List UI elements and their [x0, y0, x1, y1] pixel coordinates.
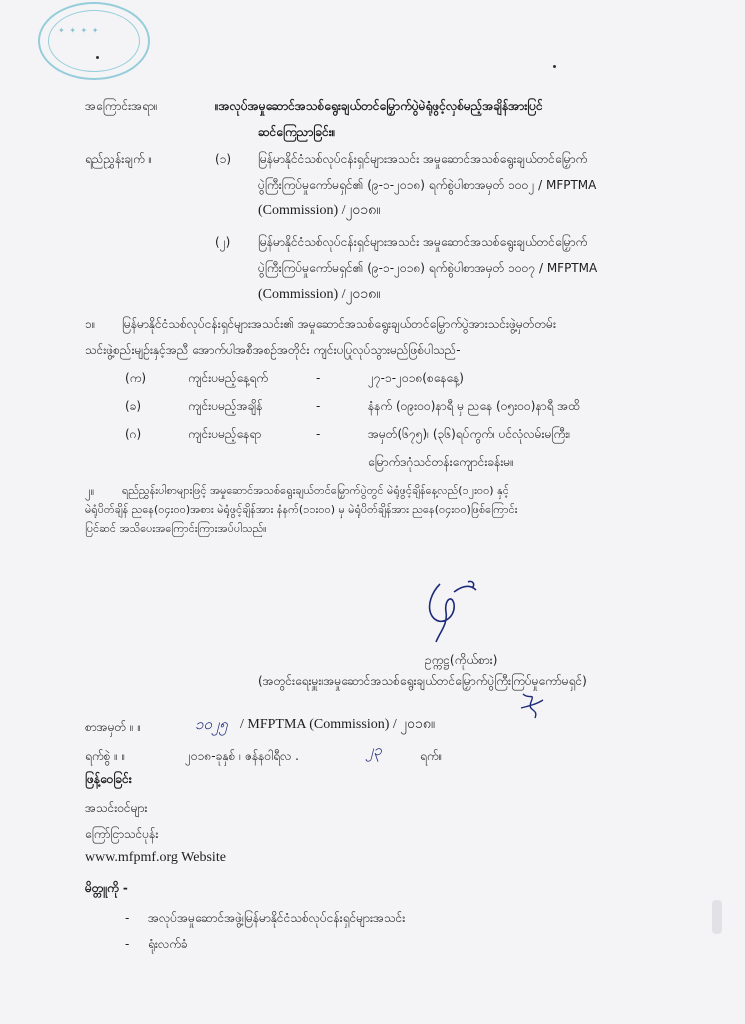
para-1-number: ၁။ — [85, 317, 96, 331]
handwritten-signature — [410, 572, 490, 652]
date-suffix: ရက်။ — [420, 749, 443, 763]
distribution-item: ကြော်ငြာသင်ပုန်း — [85, 827, 159, 841]
para-2-number: ၂။ — [85, 484, 95, 498]
letter-number-rest: / MFPTMA (Commission) / ၂၀၁၈။ — [240, 717, 436, 732]
schedule-row-time-label: ကျင်းပမည့်အချိန် — [188, 399, 263, 413]
schedule-row-date-value: ၂၇-၁-၂၀၁၈(စနေနေ့) — [368, 371, 464, 385]
subject-label: အကြောင်းအရာ။ — [85, 99, 158, 113]
signatory-title: (အတွင်းရေးမှူး၊အမှုဆောင်အသစ်ရွေးချယ်တင်မြှောက်ပွဲကြီးကြပ်မှုကော်မရှင်) — [258, 674, 587, 688]
schedule-row-venue-value-2: မြောက်ဒဂုံသင်တန်းကျောင်းခန်းမ။ — [368, 455, 514, 469]
distribution-item-website: www.mfpmf.org Website — [85, 850, 226, 865]
seal-text: ✦ ✦ ✦ ✦ — [58, 26, 100, 35]
cc-item-2-dash: - — [125, 937, 130, 951]
reference-item-2-line-3: (Commission) /၂၀၁၈။ — [258, 287, 381, 302]
schedule-row-date-label: ကျင်းပမည့်နေ့ရက် — [188, 371, 269, 385]
schedule-row-venue-value: အမှတ်(၆၇၅)၊ (၃၆)ရပ်ကွက်၊ ပင်လုံလမ်းမကြီး၊ — [368, 427, 571, 441]
schedule-row-venue-key: (ဂ) — [125, 427, 142, 441]
schedule-row-time-dash: - — [316, 399, 321, 413]
initials-signature — [515, 688, 549, 724]
staple-mark — [712, 900, 722, 934]
reference-item-2-line-1: မြန်မာနိုင်ငံသစ်လုပ်ငန်းရှင်များအသင်း အမှုဆောင်အသစ်ရွေးချယ်တင်မြှောက် — [258, 235, 588, 249]
schedule-row-date-key: (က) — [125, 371, 147, 385]
schedule-row-date-dash: - — [316, 371, 321, 385]
letter-number-label: စာအမှတ် ။ ။ — [85, 720, 142, 734]
cc-heading: မိတ္တူကို - — [85, 881, 128, 895]
reference-label: ရည်ညွှန်းချက် ။ — [85, 152, 153, 166]
cc-item-1-text: အလုပ်အမှုဆောင်အဖွဲ့၊မြန်မာနိုင်ငံသစ်လုပ်ငန်းရှင်များအသင်း — [148, 911, 406, 925]
date-day-handwritten: ၂၃ — [366, 741, 382, 759]
reference-item-1-num: (၁) — [215, 152, 232, 166]
subject-line-1: ။အလုပ်အမှုဆောင်အသစ်ရွေးချယ်တင်မြှောက်ပွဲမဲရုံဖွင့်လှစ်မည့်အချိန်အားပြင် — [215, 99, 543, 113]
cc-item-1-dash: - — [125, 911, 130, 925]
para-1-line-2: သင်းဖွဲ့စည်းမျဉ်းနှင့်အညီ အောက်ပါအစီအစဉ်အတိုင်း ကျင်းပပြုလုပ်သွားမည်ဖြစ်ပါသည်- — [85, 343, 461, 357]
schedule-row-venue-dash: - — [316, 427, 321, 441]
schedule-row-time-key: (ခ) — [125, 399, 142, 413]
para-2-line-3: ပြင်ဆင် အသိပေးအကြောင်းကြားအပ်ပါသည်။ — [85, 522, 267, 535]
schedule-row-time-value: နံနက် (၀၉း၀၀)နာရီ မှ ညနေ (၀၅း၀၀)နာရီ အထိ — [368, 399, 580, 413]
date-label: ရက်စွဲ ။ ။ — [85, 749, 126, 763]
reference-item-1-line-3: (Commission) /၂၀၁၈။ — [258, 203, 381, 218]
reference-item-2-num: (၂) — [215, 235, 231, 249]
cc-item-2-text: ရုံးလက်ခံ — [148, 937, 188, 951]
distribution-item: အသင်းဝင်များ — [85, 801, 148, 815]
signatory-name: ဥက္ကဋ္ဌ(ကိုယ်စား) — [425, 653, 498, 667]
reference-item-1-line-2: ပွဲကြီးကြပ်မှုကော်မရှင်၏ (၉-၁-၂၀၁၈) ရက်စွဲပါစာအမှတ် ၁၀၀၂ / MFPTMA — [258, 178, 597, 192]
reference-item-1-line-1: မြန်မာနိုင်ငံသစ်လုပ်ငန်းရှင်များအသင်း အမှုဆောင်အသစ်ရွေးချယ်တင်မြှောက် — [258, 152, 588, 166]
organization-seal-stamp — [38, 2, 150, 80]
schedule-row-venue-label: ကျင်းပမည့်နေရာ — [188, 427, 262, 441]
para-2-line-2: မဲရုံပိတ်ချိန် ညနေ(၀၄း၀၀)အစား မဲရုံဖွင့်ချိန်အား နံနက်(၁၁း၀၀) မှ မဲရုံပိတ်ချိန်အား ညနေ(၀၄း၀၀)ဖြစ်ကြောင်း — [85, 503, 518, 516]
letter-number-handwritten: ၁၀၂၅ — [195, 715, 228, 733]
date-prefix: ၂၀၁၈-ခုနှစ် ၊ ဇန်နဝါရီလ . — [185, 749, 299, 763]
subject-line-2: ဆင်ကြေညာခြင်း။ — [258, 125, 336, 139]
para-2-line-1: ရည်ညွှန်းပါစာများဖြင့် အမှုဆောင်အသစ်ရွေးချယ်တင်မြှောက်ပွဲတွင် မဲရုံဖွင့်ချိန်နေ့လည်(၁၂း၀၀) နှင့် — [122, 484, 509, 497]
para-1-line-1: မြန်မာနိုင်ငံသစ်လုပ်ငန်းရှင်များအသင်း၏ အမှုဆောင်အသစ်ရွေးချယ်တင်မြှောက်ပွဲအားသင်းဖွဲ့မှတ်တမ်း — [122, 317, 557, 331]
reference-item-2-line-2: ပွဲကြီးကြပ်မှုကော်မရှင်၏ (၉-၁-၂၀၁၈) ရက်စွဲပါစာအမှတ် ၁၀၀၇ / MFPTMA — [258, 261, 598, 275]
distribution-heading: ဖြန့်ဝေခြင်း — [85, 772, 132, 786]
